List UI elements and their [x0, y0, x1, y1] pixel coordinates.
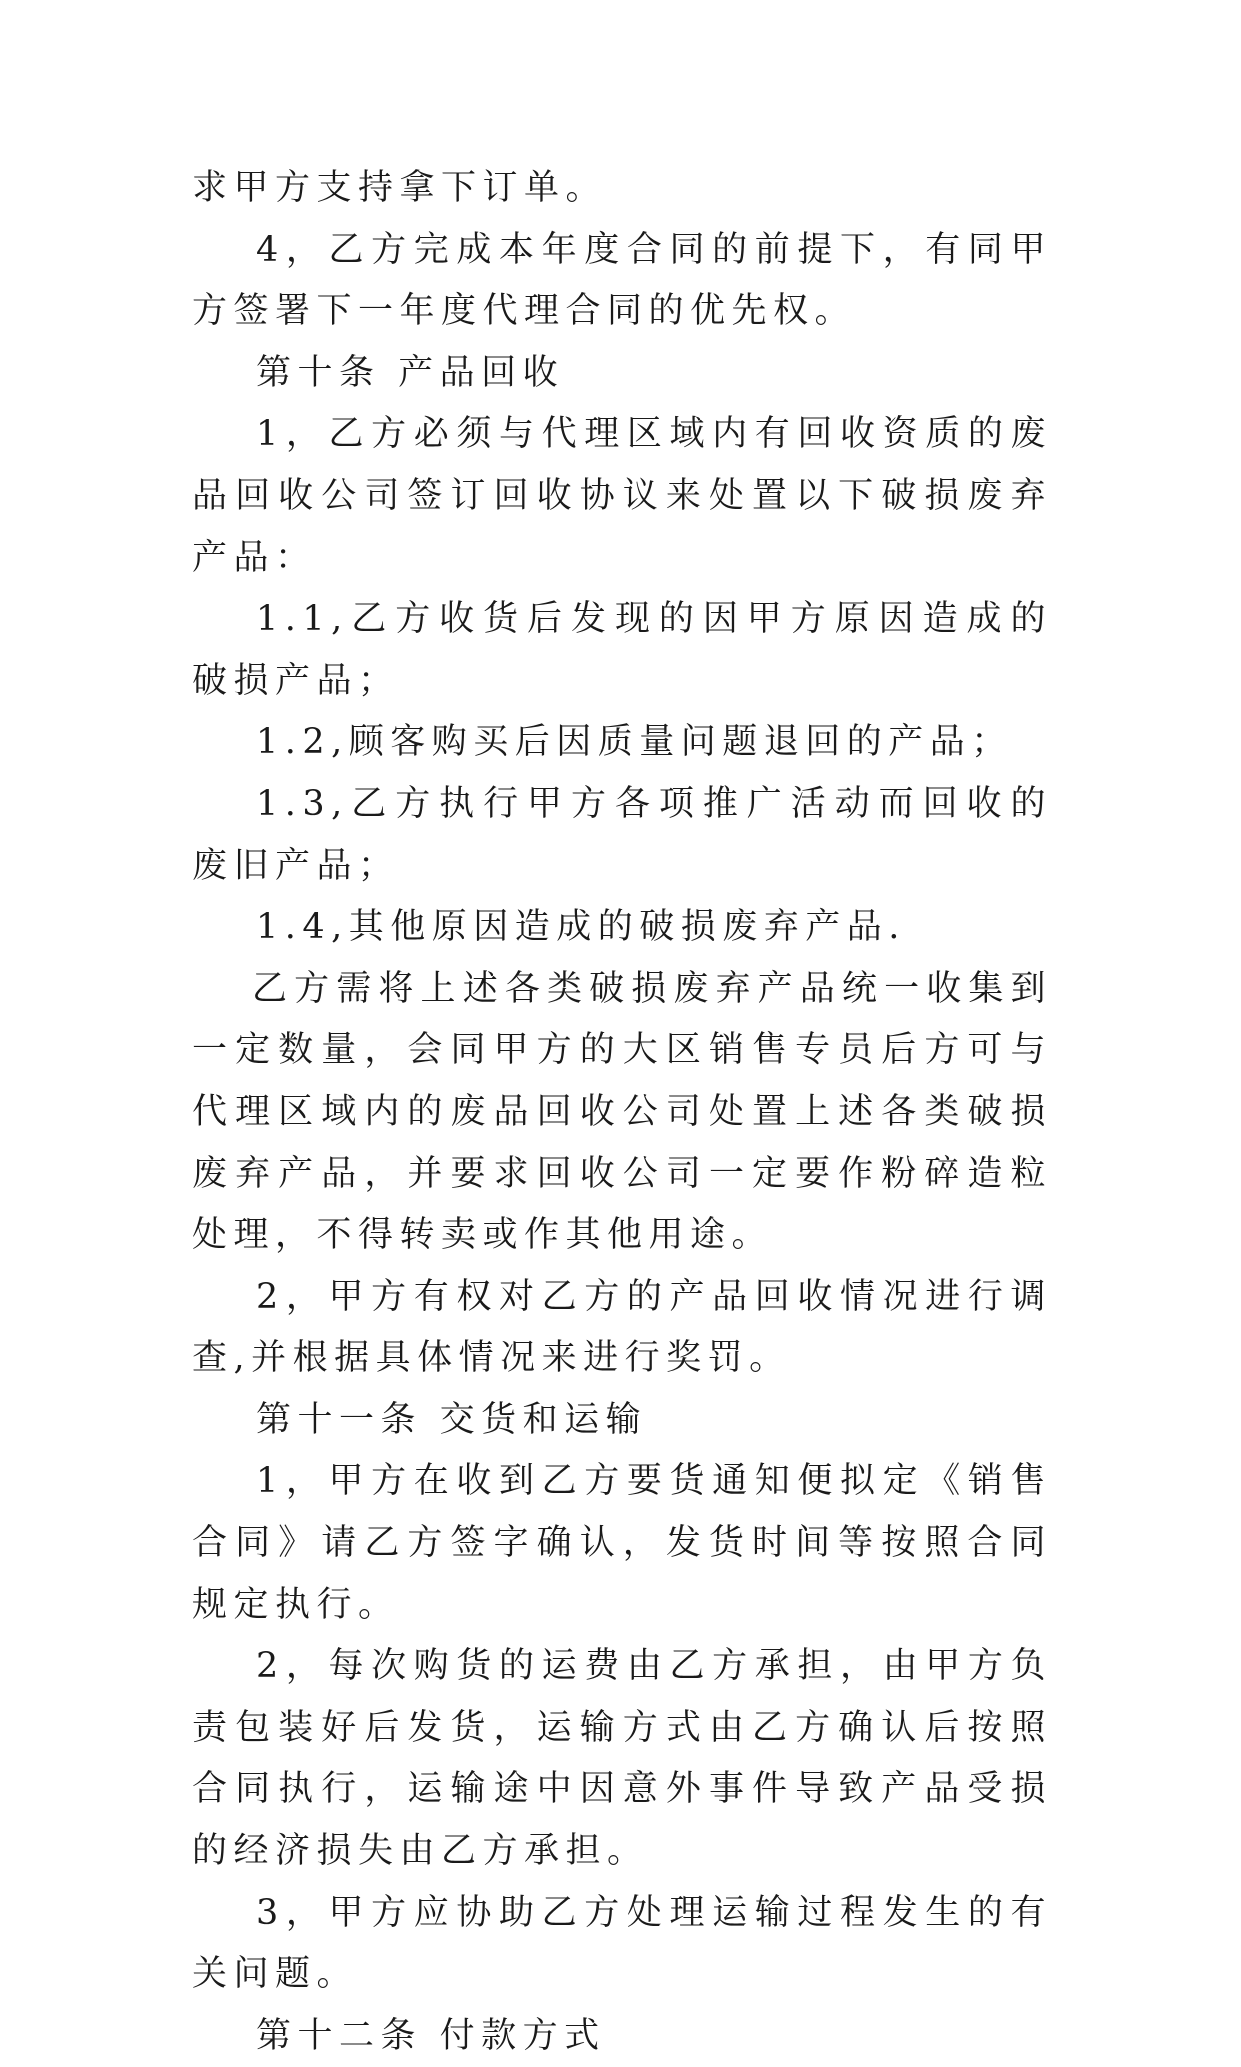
paragraph-clause-11-2: 2，每次购货的运费由乙方承担，由甲方负责包装好后发货，运输方式由乙方确认后按照合同执行，运输途中因意外事件导致产品受损的经济损失由乙方承担。: [192, 1646, 1052, 1872]
paragraph-clause-10-1: 1，乙方必须与代理区域内有回收资质的废品回收公司签订回收协议来处置以下破损废弃产品：: [192, 414, 1052, 578]
document-body: [192, 158, 1052, 2067]
paragraph-clause-10-2: 2，甲方有权对乙方的产品回收情况进行调查,并根据具体情况来进行奖罚。: [192, 1276, 1052, 1379]
paragraph-clause-11-1: 1，甲方在收到乙方要货通知便拟定《销售合同》请乙方签字确认，发货时间等按照合同规定执行。: [192, 1461, 1052, 1625]
paragraph-continuation: 求甲方支持拿下订单。: [192, 168, 608, 208]
heading-article-11: 第十一条 交货和运输: [256, 1399, 648, 1440]
paragraph-clause-10-1-1: 1.1,乙方收货后发现的因甲方原因造成的破损产品；: [192, 599, 1052, 701]
paragraph-clause-11-3: 3，甲方应协助乙方处理运输过程发生的有关问题。: [192, 1892, 1052, 1995]
paragraph-disposal-note: 乙方需将上述各类破损废弃产品统一收集到一定数量，会同甲方的大区销售专员后方可与代理区域内的废品回收公司处置上述各类破损废弃产品，并要求回收公司一定要作粉碎造粒处理，不得转卖或作其他用途。: [192, 968, 1052, 1256]
paragraph-clause-10-1-2: 1.2,顾客购买后因质量问题退回的产品；: [256, 722, 1013, 763]
heading-article-12: 第十二条 付款方式: [256, 2015, 606, 2056]
heading-article-10: 第十条 产品回收: [256, 352, 565, 393]
paragraph-clause-9-4: 4，乙方完成本年度合同的前提下，有同甲方签署下一年度代理合同的优先权。: [192, 229, 1052, 332]
paragraph-clause-10-1-4: 1.4,其他原因造成的破损废弃产品.: [256, 907, 906, 948]
paragraph-clause-10-1-3: 1.3,乙方执行甲方各项推广活动而回收的废旧产品；: [192, 783, 1052, 886]
